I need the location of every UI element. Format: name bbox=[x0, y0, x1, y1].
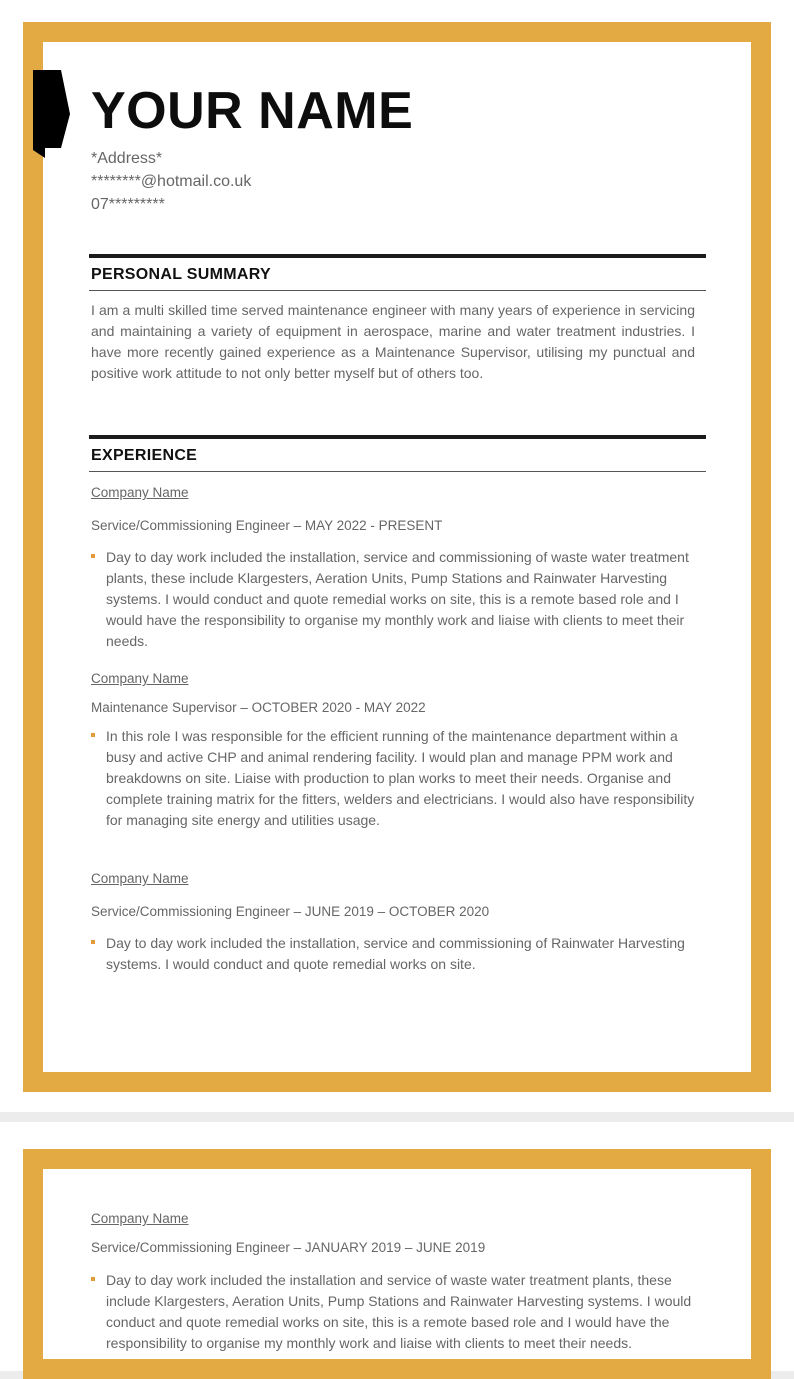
section-rule-bottom bbox=[89, 290, 706, 291]
job-description: Day to day work included the installation, service and commissioning of waste water treatment plants, these include Klargesters, Aeration Units, Pump Stations and Rainwater Harvesting systems. I would conduct and quote remedial works on site, this is a remote based role and I would have the responsibility to organise my monthly work and liaise with clients to meet their needs. bbox=[106, 549, 689, 649]
job-description: In this role I was responsible for the efficient running of the maintenance department within a busy and active CHP and animal rendering facility. I would plan and manage PPM work and breakdowns on site. Liaise with production to plan works to meet their needs. Organise and complete training matrix for the fitters, welders and electricians. I would also have responsibility for managing site energy and utilities usage. bbox=[106, 728, 695, 828]
section-rule-top bbox=[89, 435, 706, 439]
resume-page-2 bbox=[0, 1122, 794, 1371]
job-bullet bbox=[91, 933, 703, 975]
summary-heading: PERSONAL SUMMARY bbox=[91, 266, 271, 283]
experience-heading: EXPERIENCE bbox=[91, 447, 198, 464]
bullet-marker-icon bbox=[91, 1277, 95, 1281]
section-rule-top bbox=[89, 254, 706, 258]
bullet-marker-icon bbox=[91, 733, 95, 737]
job-company: Company Name bbox=[91, 485, 189, 500]
job-description: Day to day work included the installation and service of waste water treatment plants, these include Klargesters, Aeration Units, Pump Stations and Rainwater Harvesting systems. I would conduct and quote remedial works on site, this is a remote based role and I would have the responsibility to organise my monthly work and liaise with clients to meet their needs. bbox=[106, 1272, 692, 1351]
job-role: Service/Commissioning Engineer – JANUARY 2019 – JUNE 2019 bbox=[91, 1240, 486, 1255]
section-rule-bottom bbox=[89, 471, 706, 472]
job-bullet bbox=[91, 547, 703, 652]
candidate-name: YOUR NAME bbox=[91, 82, 414, 140]
job-role: Service/Commissioning Engineer – MAY 2022 - PRESENT bbox=[91, 518, 443, 533]
bullet-marker-icon bbox=[91, 940, 95, 944]
job-company: Company Name bbox=[91, 671, 189, 686]
summary-text: I am a multi skilled time served maintenance engineer with many years of experience in servicing and maintaining a variety of equipment in aerospace, marine and water treatment industries. I have more recently gained experience as a Maintenance Supervisor, utilising my punctual and positive work attitude to not only better myself but of others too. bbox=[91, 302, 695, 381]
job-company: Company Name bbox=[91, 1211, 189, 1226]
job-bullet bbox=[91, 726, 703, 831]
job-description: Day to day work included the installation, service and commissioning of Rainwater Harvesting systems. I would conduct and quote remedial works on site. bbox=[106, 935, 685, 972]
contact-email: ********@hotmail.co.uk bbox=[91, 173, 252, 190]
contact-address: *Address* bbox=[91, 150, 163, 167]
job-company: Company Name bbox=[91, 871, 189, 886]
job-role: Service/Commissioning Engineer – JUNE 2019 – OCTOBER 2020 bbox=[91, 904, 490, 919]
job-role: Maintenance Supervisor – OCTOBER 2020 - MAY 2022 bbox=[91, 700, 426, 715]
job-bullet bbox=[91, 1270, 703, 1354]
contact-phone: 07********* bbox=[91, 196, 165, 213]
bullet-marker-icon bbox=[91, 554, 95, 558]
header-bookmark-icon bbox=[33, 70, 70, 158]
